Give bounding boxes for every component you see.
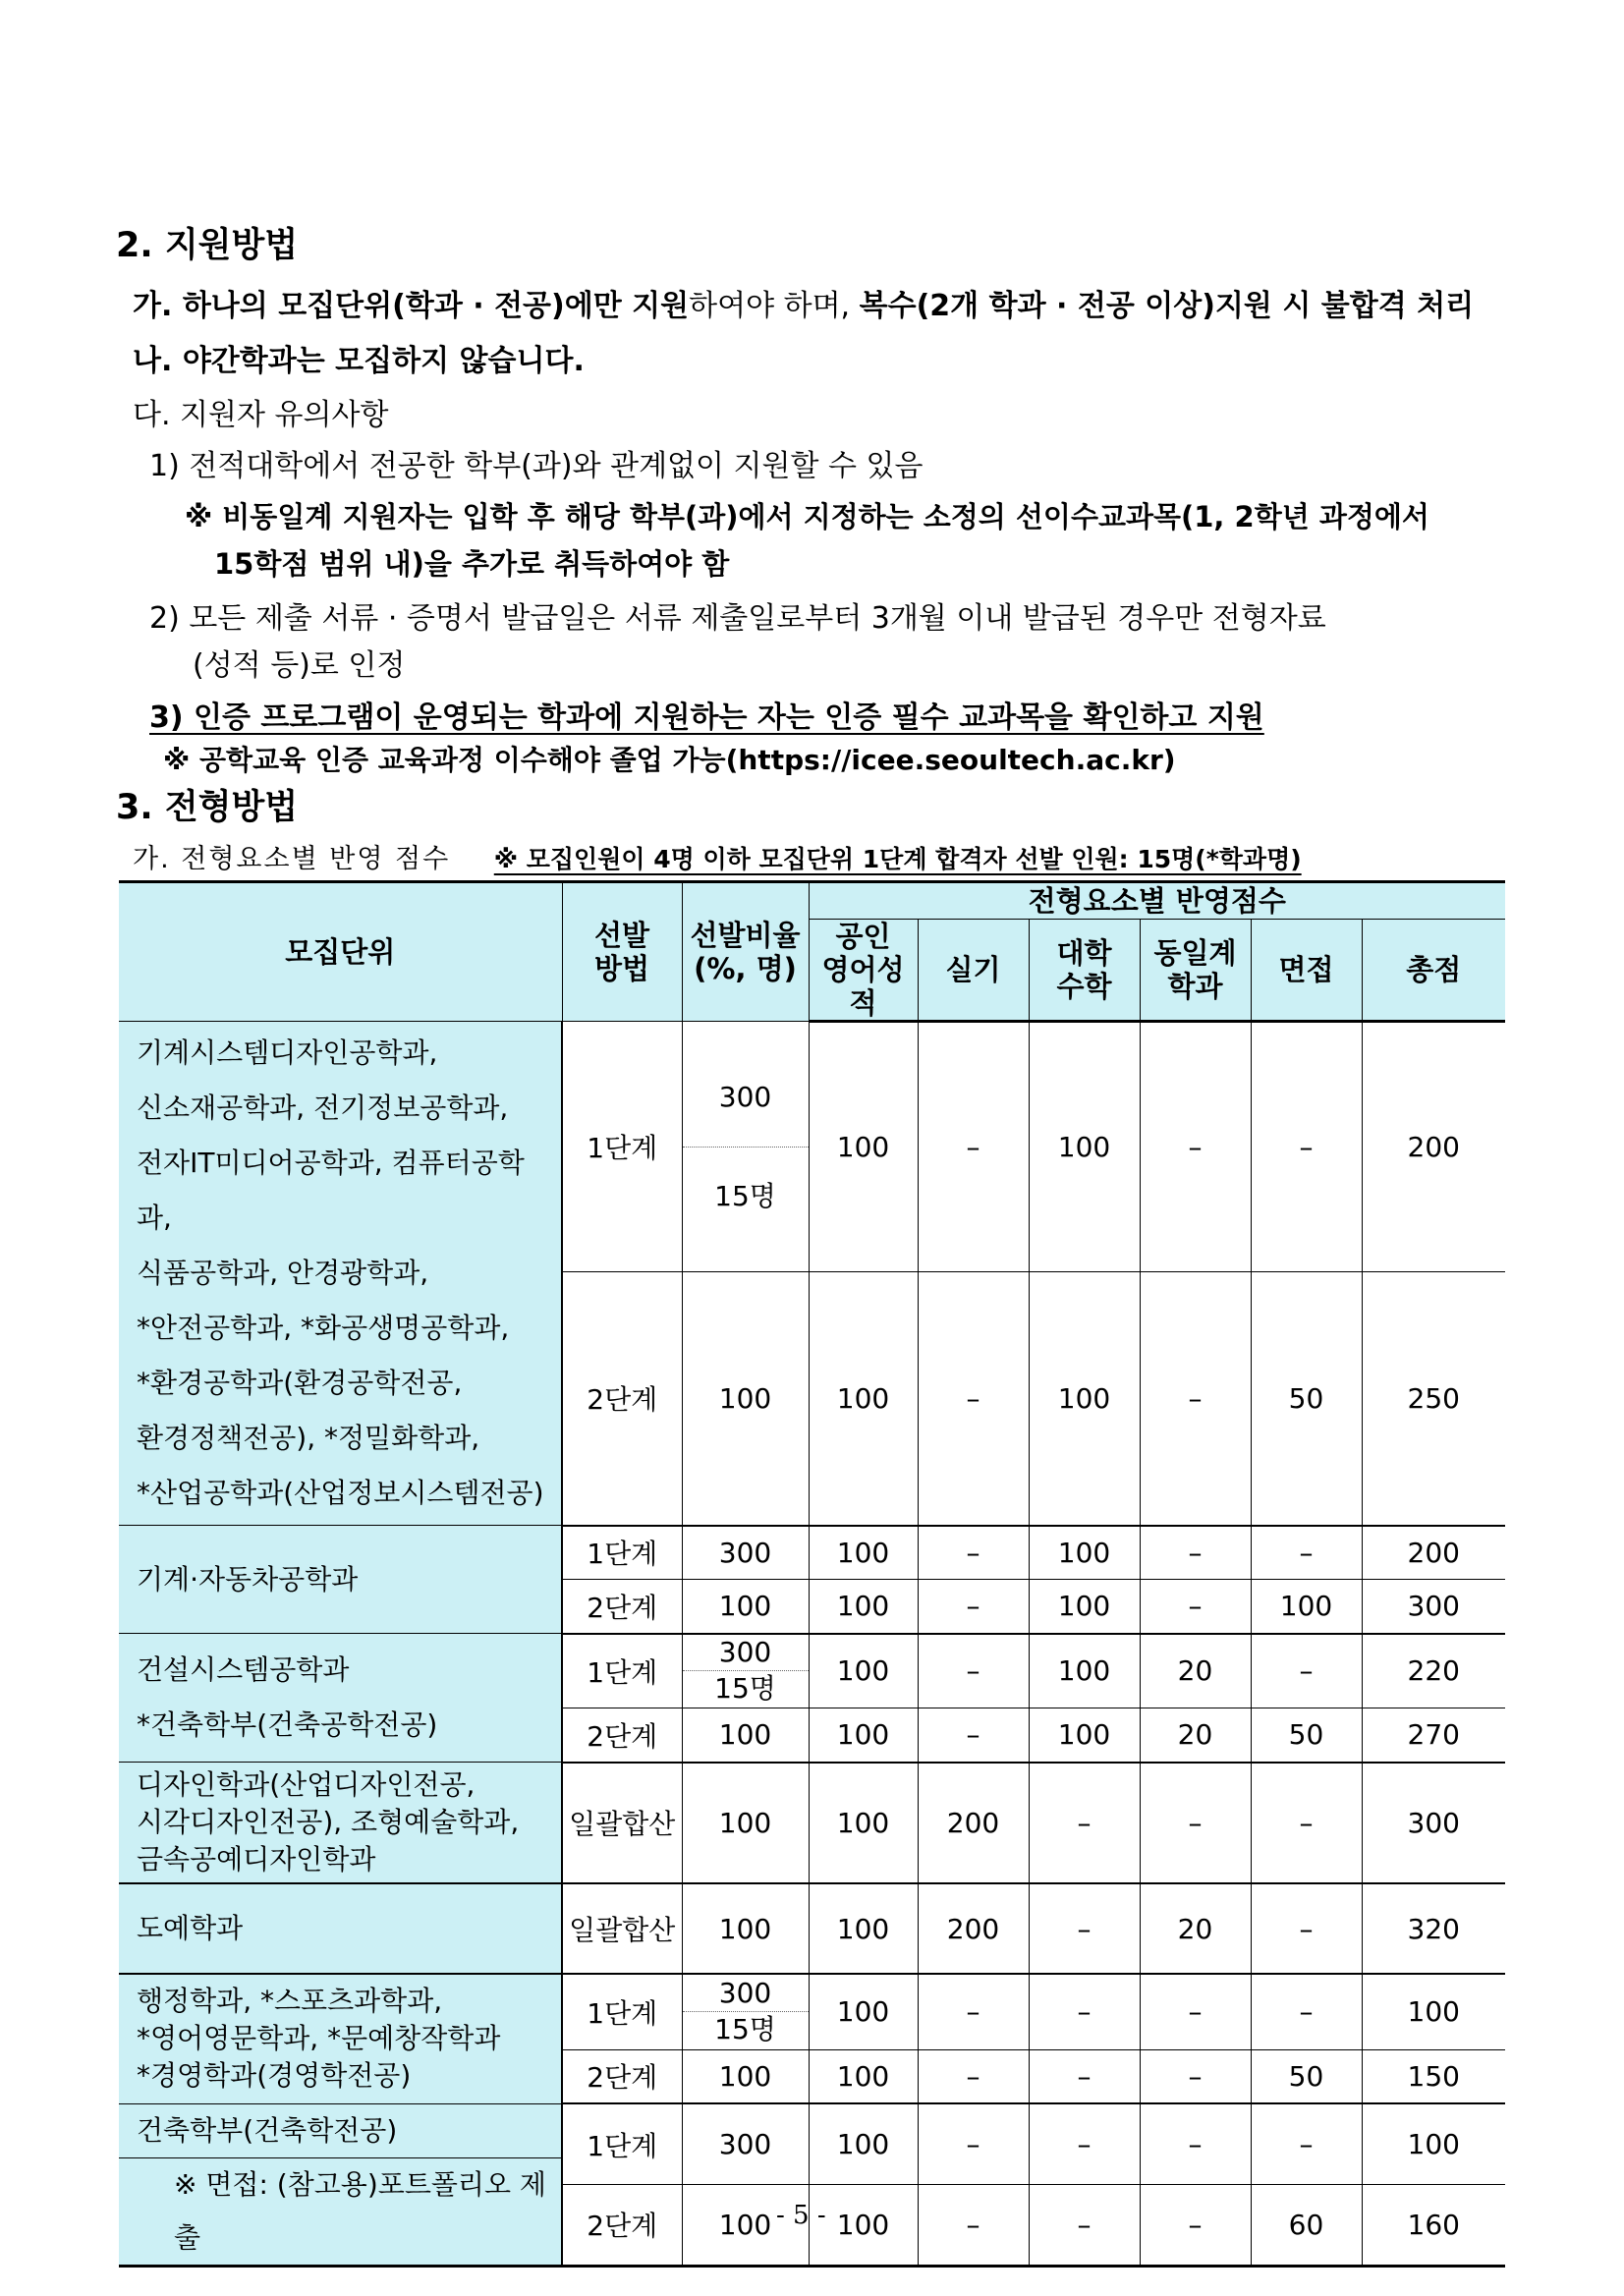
english-score-cell: 100 (809, 2103, 918, 2185)
ratio-cell (682, 1634, 809, 1708)
section-3-sub (133, 837, 1302, 875)
unit-line: *환경공학과(환경공학전공, (137, 1367, 463, 1399)
ratio-cell: 100 (682, 2049, 809, 2103)
unit-line: 기계·자동차공학과 (137, 1562, 359, 1596)
practical-score-cell: – (918, 1634, 1029, 1708)
total-score-cell: 100 (1362, 2103, 1505, 2185)
item-ga-middle: 하여야 하며, (689, 289, 860, 323)
page-number: - 5 - (776, 2201, 826, 2230)
interview-score-cell: – (1251, 1883, 1362, 1974)
unit-line: 금속공예디자인학과 (137, 1843, 376, 1876)
method-cell: 1단계 (562, 1974, 682, 2049)
interview-score-cell: 50 (1251, 1708, 1362, 1763)
unit-cell (119, 1974, 562, 2103)
interview-score-cell: 100 (1251, 1580, 1362, 1634)
method-cell: 1단계 (562, 2103, 682, 2185)
math-score-cell: – (1029, 2049, 1140, 2103)
ratio-cell (682, 1974, 809, 2049)
math-score-cell: 100 (1029, 1022, 1140, 1272)
note-item-3: 3) 인증 프로그램이 운영되는 학과에 지원하는 자는 인증 필수 교과목을 확인하고 지원 (149, 700, 1264, 735)
math-score-cell: 100 (1029, 1708, 1140, 1763)
unit-cell (119, 1634, 562, 1763)
method-cell: 2단계 (562, 1708, 682, 1763)
unit-line: 시각디자인전공), 조형예술학과, (137, 1806, 520, 1838)
same-score-cell: – (1140, 2185, 1251, 2267)
interview-score-cell: – (1251, 1634, 1362, 1708)
unit-line: *산업공학과(산업정보시스템전공) (137, 1477, 544, 1509)
same-score-cell: – (1140, 1022, 1251, 1272)
math-score-cell: – (1029, 2185, 1140, 2267)
section-2-heading: 2. 지원방법 (116, 226, 299, 265)
unit-line: 행정학과, *스포츠과학과, (137, 1985, 443, 2018)
ratio-value: 15명 (714, 2013, 776, 2046)
table-row (119, 1022, 1505, 1272)
english-score-cell: 100 (809, 1272, 918, 1526)
header-ratio: 선발비율 (%, 명) (682, 882, 809, 1022)
method-cell: 2단계 (562, 2185, 682, 2267)
practical-score-cell: – (918, 2049, 1029, 2103)
total-score-cell: 320 (1362, 1883, 1505, 1974)
math-score-cell: – (1029, 1883, 1140, 1974)
sub-quota-note: ※ 모집인원이 4명 이하 모집단위 1단계 합격자 선발 인원: 15명(*학과명) (493, 845, 1302, 873)
unit-line: 신소재공학과, 전기정보공학과, (137, 1092, 509, 1124)
practical-score-cell: – (918, 1526, 1029, 1580)
english-score-cell: 100 (809, 2185, 918, 2267)
interview-score-cell: – (1251, 1022, 1362, 1272)
unit-line: 환경정책전공), *정밀화학과, (137, 1422, 480, 1454)
total-score-cell: 100 (1362, 1974, 1505, 2049)
practical-score-cell: – (918, 2185, 1029, 2267)
practical-score-cell: – (918, 1708, 1029, 1763)
unit-line: *안전공학과, *화공생명공학과, (137, 1312, 510, 1344)
english-score-cell: 100 (809, 2049, 918, 2103)
note-item-2-line2: (성적 등)로 인정 (193, 648, 406, 683)
interview-score-cell: – (1251, 2103, 1362, 2185)
unit-line: 기계시스템디자인공학과, (137, 1036, 438, 1069)
header-unit: 모집단위 (119, 882, 562, 1022)
method-cell: 2단계 (562, 2049, 682, 2103)
note-nonmajor-line1: ※ 비동일계 지원자는 입학 후 해당 학부(과)에서 지정하는 소정의 선이수교과목(1, 2학년 과정에서 (185, 500, 1429, 533)
method-cell: 일괄합산 (562, 1883, 682, 1974)
total-score-cell: 160 (1362, 2185, 1505, 2267)
interview-score-cell: 50 (1251, 2049, 1362, 2103)
method-cell: 1단계 (562, 1526, 682, 1580)
unit-line: *건축학부(건축공학전공) (137, 1708, 438, 1741)
practical-score-cell: 200 (918, 1763, 1029, 1884)
total-score-cell: 300 (1362, 1763, 1505, 1884)
note-engineering-cert: ※ 공학교육 인증 교육과정 이수해야 졸업 가능(https://icee.seoultech.ac.kr) (163, 744, 1176, 776)
total-score-cell: 250 (1362, 1272, 1505, 1526)
english-score-cell: 100 (809, 1974, 918, 2049)
english-score-cell: 100 (809, 1526, 918, 1580)
table-row (119, 1526, 1505, 1580)
interview-score-cell: – (1251, 1763, 1362, 1884)
practical-score-cell: – (918, 2103, 1029, 2185)
math-score-cell: – (1029, 2103, 1140, 2185)
practical-score-cell: – (918, 1272, 1029, 1526)
header-math: 대학 수학 (1029, 920, 1140, 1022)
total-score-cell: 270 (1362, 1708, 1505, 1763)
math-score-cell: – (1029, 1763, 1140, 1884)
ratio-cell: 300 (682, 1526, 809, 1580)
ratio-value: 300 (683, 1635, 809, 1671)
method-cell: 1단계 (562, 1634, 682, 1708)
same-score-cell: 20 (1140, 1883, 1251, 1974)
english-score-cell: 100 (809, 1580, 918, 1634)
method-cell: 1단계 (562, 1022, 682, 1272)
total-score-cell: 200 (1362, 1022, 1505, 1272)
table-row (119, 2103, 1505, 2185)
header-english: 공인 영어성적 (809, 920, 918, 1022)
sub-ga-label: 가. 전형요소별 반영 점수 (133, 844, 451, 874)
interview-score-cell: – (1251, 1526, 1362, 1580)
practical-score-cell: – (918, 1580, 1029, 1634)
note-nonmajor-line2: 15학점 범위 내)을 추가로 취득하여야 함 (214, 547, 730, 581)
method-cell: 2단계 (562, 1272, 682, 1526)
total-score-cell: 200 (1362, 1526, 1505, 1580)
total-score-cell: 300 (1362, 1580, 1505, 1634)
same-score-cell: – (1140, 1763, 1251, 1884)
ratio-value: 15명 (714, 1672, 776, 1706)
header-interview: 면접 (1251, 920, 1362, 1022)
practical-score-cell: – (918, 1022, 1029, 1272)
ratio-cell: 100 (682, 1708, 809, 1763)
item-ga-bold-start: 가. 하나의 모집단위(학과 · 전공)에만 지원 (133, 289, 690, 323)
same-score-cell: – (1140, 1526, 1251, 1580)
unit-cell (119, 1022, 562, 1526)
method-cell: 2단계 (562, 1580, 682, 1634)
same-score-cell: – (1140, 2049, 1251, 2103)
ratio-cell: 100 (682, 1883, 809, 1974)
english-score-cell: 100 (809, 1763, 918, 1884)
math-score-cell: 100 (1029, 1526, 1140, 1580)
unit-cell (119, 1526, 562, 1634)
ratio-value: 300 (683, 1976, 809, 2012)
table-row (119, 1974, 1505, 2049)
ratio-cell: 100 (682, 1272, 809, 1526)
math-score-cell: 100 (1029, 1580, 1140, 1634)
same-score-cell: – (1140, 2103, 1251, 2185)
ratio-cell: 100 (682, 1763, 809, 1884)
header-score-group: 전형요소별 반영점수 (809, 882, 1505, 920)
unit-line: 식품공학과, 안경광학과, (137, 1257, 429, 1289)
interview-score-cell: – (1251, 1974, 1362, 2049)
math-score-cell: – (1029, 1974, 1140, 2049)
ratio-cell: 300 (682, 2103, 809, 2185)
table-row (119, 1634, 1505, 1708)
total-score-cell: 150 (1362, 2049, 1505, 2103)
unit-line: *경영학과(경영학전공) (137, 2059, 412, 2093)
ratio-value: 15명 (714, 1179, 776, 1212)
unit-line: 도예학과 (137, 1912, 244, 1944)
english-score-cell: 100 (809, 1708, 918, 1763)
header-practical: 실기 (918, 920, 1029, 1022)
section-3-heading: 3. 전형방법 (116, 788, 299, 827)
method-cell: 일괄합산 (562, 1763, 682, 1884)
english-score-cell: 100 (809, 1022, 918, 1272)
english-score-cell: 100 (809, 1883, 918, 1974)
note-item-1: 1) 전적대학에서 전공한 학부(과)와 관계없이 지원할 수 있음 (149, 449, 924, 483)
same-score-cell: – (1140, 1974, 1251, 2049)
math-score-cell: 100 (1029, 1634, 1140, 1708)
ratio-cell (682, 1022, 809, 1272)
selection-score-table (119, 880, 1505, 2268)
table-body (119, 1022, 1505, 2267)
ratio-cell: 100 (682, 2185, 809, 2267)
same-score-cell: 20 (1140, 1708, 1251, 1763)
practical-score-cell: 200 (918, 1883, 1029, 1974)
math-score-cell: 100 (1029, 1272, 1140, 1526)
total-score-cell: 220 (1362, 1634, 1505, 1708)
unit-line: 전자IT미디어공학과, 컴퓨터공학과, (137, 1147, 525, 1234)
unit-line: *영어영문학과, *문예창작학과 (137, 2022, 501, 2055)
unit-cell (119, 2103, 562, 2266)
header-total: 총점 (1362, 920, 1505, 1022)
unit-line: ※ 면접: (참고용)포트폴리오 제출 (174, 2167, 546, 2254)
ratio-value: 300 (683, 1048, 809, 1148)
ratio-cell: 100 (682, 1580, 809, 1634)
same-score-cell: – (1140, 1272, 1251, 1526)
unit-line: 건축학부(건축학전공) (119, 2104, 561, 2158)
note-item-2-line1: 2) 모든 제출 서류 · 증명서 발급일은 서류 제출일로부터 3개월 이내 발급된 경우만 전형자료 (149, 601, 1326, 636)
item-da: 다. 지원자 유의사항 (133, 398, 389, 432)
header-same-major: 동일계 학과 (1140, 920, 1251, 1022)
table-row (119, 1763, 1505, 1884)
unit-line: 건설시스템공학과 (137, 1653, 350, 1686)
same-score-cell: – (1140, 1580, 1251, 1634)
interview-score-cell: 60 (1251, 2185, 1362, 2267)
unit-line: 디자인학과(산업디자인전공, (137, 1768, 476, 1801)
item-na: 나. 야간학과는 모집하지 않습니다. (133, 344, 585, 378)
practical-score-cell: – (918, 1974, 1029, 2049)
item-ga (133, 281, 1474, 324)
same-score-cell: 20 (1140, 1634, 1251, 1708)
interview-score-cell: 50 (1251, 1272, 1362, 1526)
english-score-cell: 100 (809, 1634, 918, 1708)
header-method: 선발 방법 (562, 882, 682, 1022)
unit-cell (119, 1883, 562, 1974)
unit-cell (119, 1763, 562, 1884)
item-ga-bold-end: 복수(2개 학과 · 전공 이상)지원 시 불합격 처리 (859, 289, 1475, 323)
table-row (119, 1883, 1505, 1974)
